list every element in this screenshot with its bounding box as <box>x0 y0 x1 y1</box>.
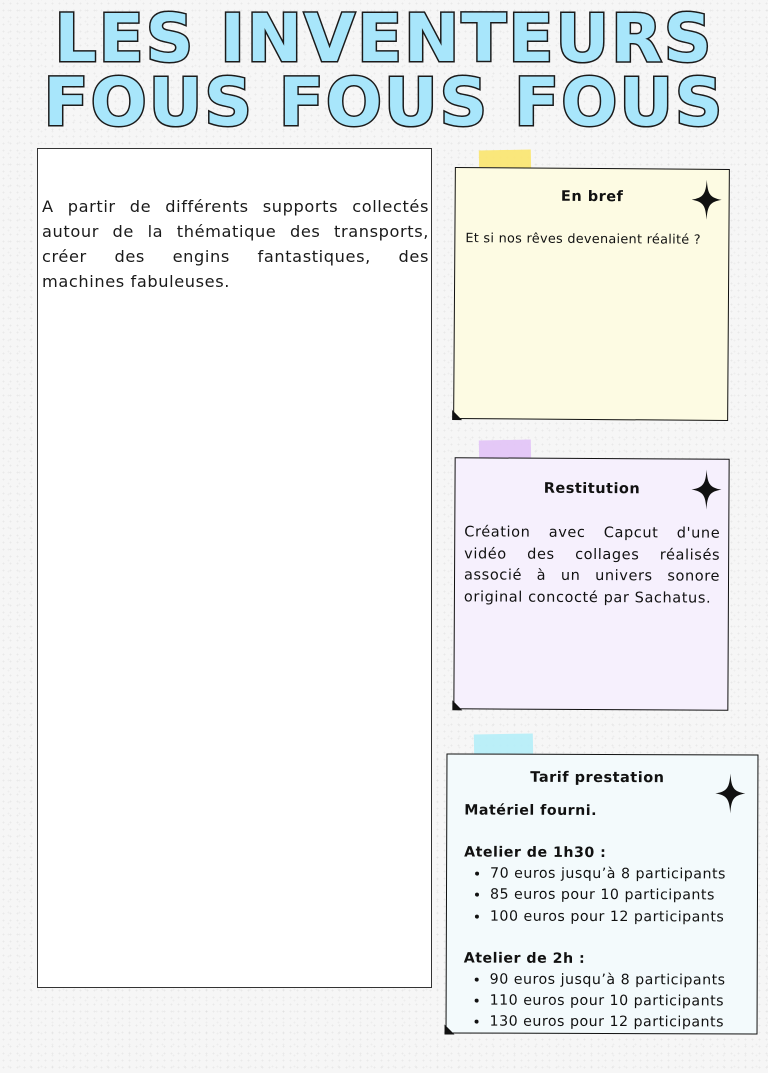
list-item: • 70 euros jusqu’à 8 participants <box>490 864 754 886</box>
note-restitution-text: Création avec Capcut d'une vidéo des collages réalisés associé à un univers sonore original concocté par Sachatus. <box>463 524 721 607</box>
note-en-bref-title: En bref <box>560 188 624 206</box>
list-item: • 110 euros pour 10 participants <box>490 991 754 1013</box>
atelier-1h30-list <box>464 864 754 929</box>
atelier-2h-heading: Atelier de 2h : <box>463 950 586 967</box>
description-panel <box>37 148 432 988</box>
folded-corner-icon <box>452 410 462 420</box>
note-en-bref-text: Et si nos rêves devenaient réalité ? <box>465 231 701 248</box>
note-en-bref <box>453 167 730 421</box>
list-item: • 85 euros pour 10 participants <box>490 885 754 907</box>
list-item: • 90 euros jusqu’à 8 participants <box>490 969 754 991</box>
folded-corner-icon <box>445 1024 455 1034</box>
note-tarif <box>446 753 759 1034</box>
page-title-line-1: LES INVENTEURS <box>54 0 714 77</box>
list-item: • 100 euros pour 12 participants <box>490 906 754 928</box>
note-tarif-body <box>464 801 755 1035</box>
sparkle-star-icon <box>692 180 722 220</box>
materiel-text: Matériel fourni. <box>464 802 598 819</box>
page-title-line-2: FOUS FOUS FOUS <box>43 64 725 141</box>
description-text: A partir de différents supports collectés autour de la thématique des transports, créer des engins fantastiques, des machines fabuleuses. <box>42 197 429 291</box>
atelier-1h30-heading: Atelier de 1h30 : <box>464 844 607 862</box>
atelier-2h-list <box>464 969 754 1034</box>
note-tarif-title: Tarif prestation <box>530 769 665 787</box>
note-restitution <box>453 457 729 710</box>
note-restitution-title: Restitution <box>543 480 641 498</box>
sparkle-star-icon <box>691 470 721 510</box>
folded-corner-icon <box>452 700 462 710</box>
list-item: • 130 euros pour 12 participants <box>490 1012 754 1034</box>
